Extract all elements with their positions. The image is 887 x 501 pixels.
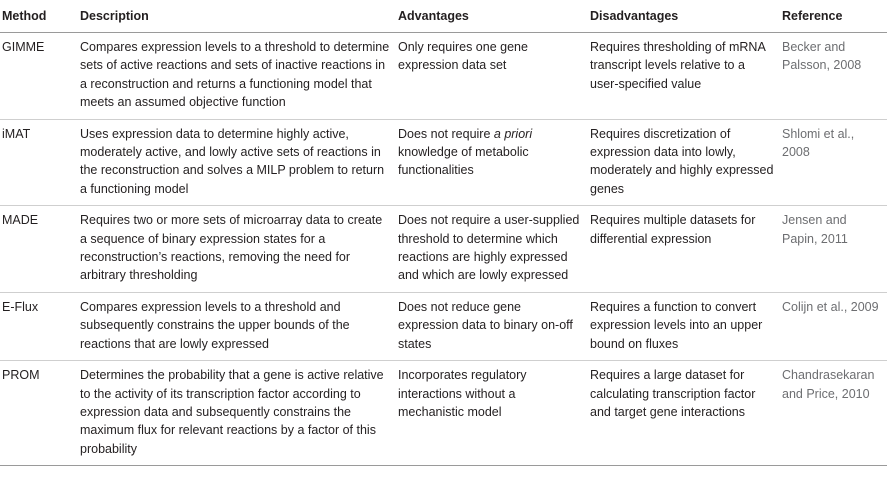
description-cell: Compares expression levels to a threshold to determine sets of active reactions and sets of inactive reactions in a reconstruction and returns a functioning model that meets an assumed objective function [76,33,394,120]
header-method: Method [0,0,76,33]
method-cell: iMAT [0,119,76,206]
italic-term: a priori [493,126,533,141]
table-row [0,361,887,466]
table-row [0,119,887,206]
header-description: Description [76,0,394,33]
method-cell: PROM [0,361,76,466]
header-advantages: Advantages [394,0,586,33]
method-cell: E-Flux [0,292,76,360]
reference-cell: Colijn et al., 2009 [778,292,887,360]
header-reference: Reference [778,0,887,33]
description-cell: Determines the probability that a gene is active relative to the activity of its transcription factor according to expression data and subsequently constrains the maximum flux for relevant reactions by a factor of this probability [76,361,394,466]
reference-cell: Chandrasekaran and Price, 2010 [778,361,887,466]
advantages-cell: Incorporates regulatory interactions without a mechanistic model [394,361,586,466]
reference-cell: Shlomi et al., 2008 [778,119,887,206]
advantages-cell: Only requires one gene expression data set [394,33,586,120]
disadvantages-cell: Requires multiple datasets for differential expression [586,206,778,293]
disadvantages-cell: Requires a large dataset for calculating transcription factor and target gene interactions [586,361,778,466]
advantages-cell: Does not require a user-supplied threshold to determine which reactions are highly expressed and which are lowly expressed [394,206,586,293]
reference-cell: Becker and Palsson, 2008 [778,33,887,120]
description-cell: Compares expression levels to a threshold and subsequently constrains the upper bounds of the reactions that are lowly expressed [76,292,394,360]
header-row [0,0,887,33]
method-cell: MADE [0,206,76,293]
description-cell: Uses expression data to determine highly active, moderately active, and lowly active sets of reactions in the reconstruction and solves a MILP problem to return a functioning model [76,119,394,206]
disadvantages-cell: Requires a function to convert expression levels into an upper bound on fluxes [586,292,778,360]
table-row [0,206,887,293]
table-row [0,292,887,360]
header-disadvantages: Disadvantages [586,0,778,33]
method-cell: GIMME [0,33,76,120]
reference-cell: Jensen and Papin, 2011 [778,206,887,293]
table-row [0,33,887,120]
advantages-cell: Does not reduce gene expression data to binary on-off states [394,292,586,360]
advantages-cell: Does not require a priori knowledge of metabolic functionalities [394,119,586,206]
disadvantages-cell: Requires discretization of expression data into lowly, moderately and highly expressed genes [586,119,778,206]
description-cell: Requires two or more sets of microarray data to create a sequence of binary expression states for a reconstruction’s reactions, removing the need for arbitrary thresholding [76,206,394,293]
disadvantages-cell: Requires thresholding of mRNA transcript levels relative to a user-specified value [586,33,778,120]
